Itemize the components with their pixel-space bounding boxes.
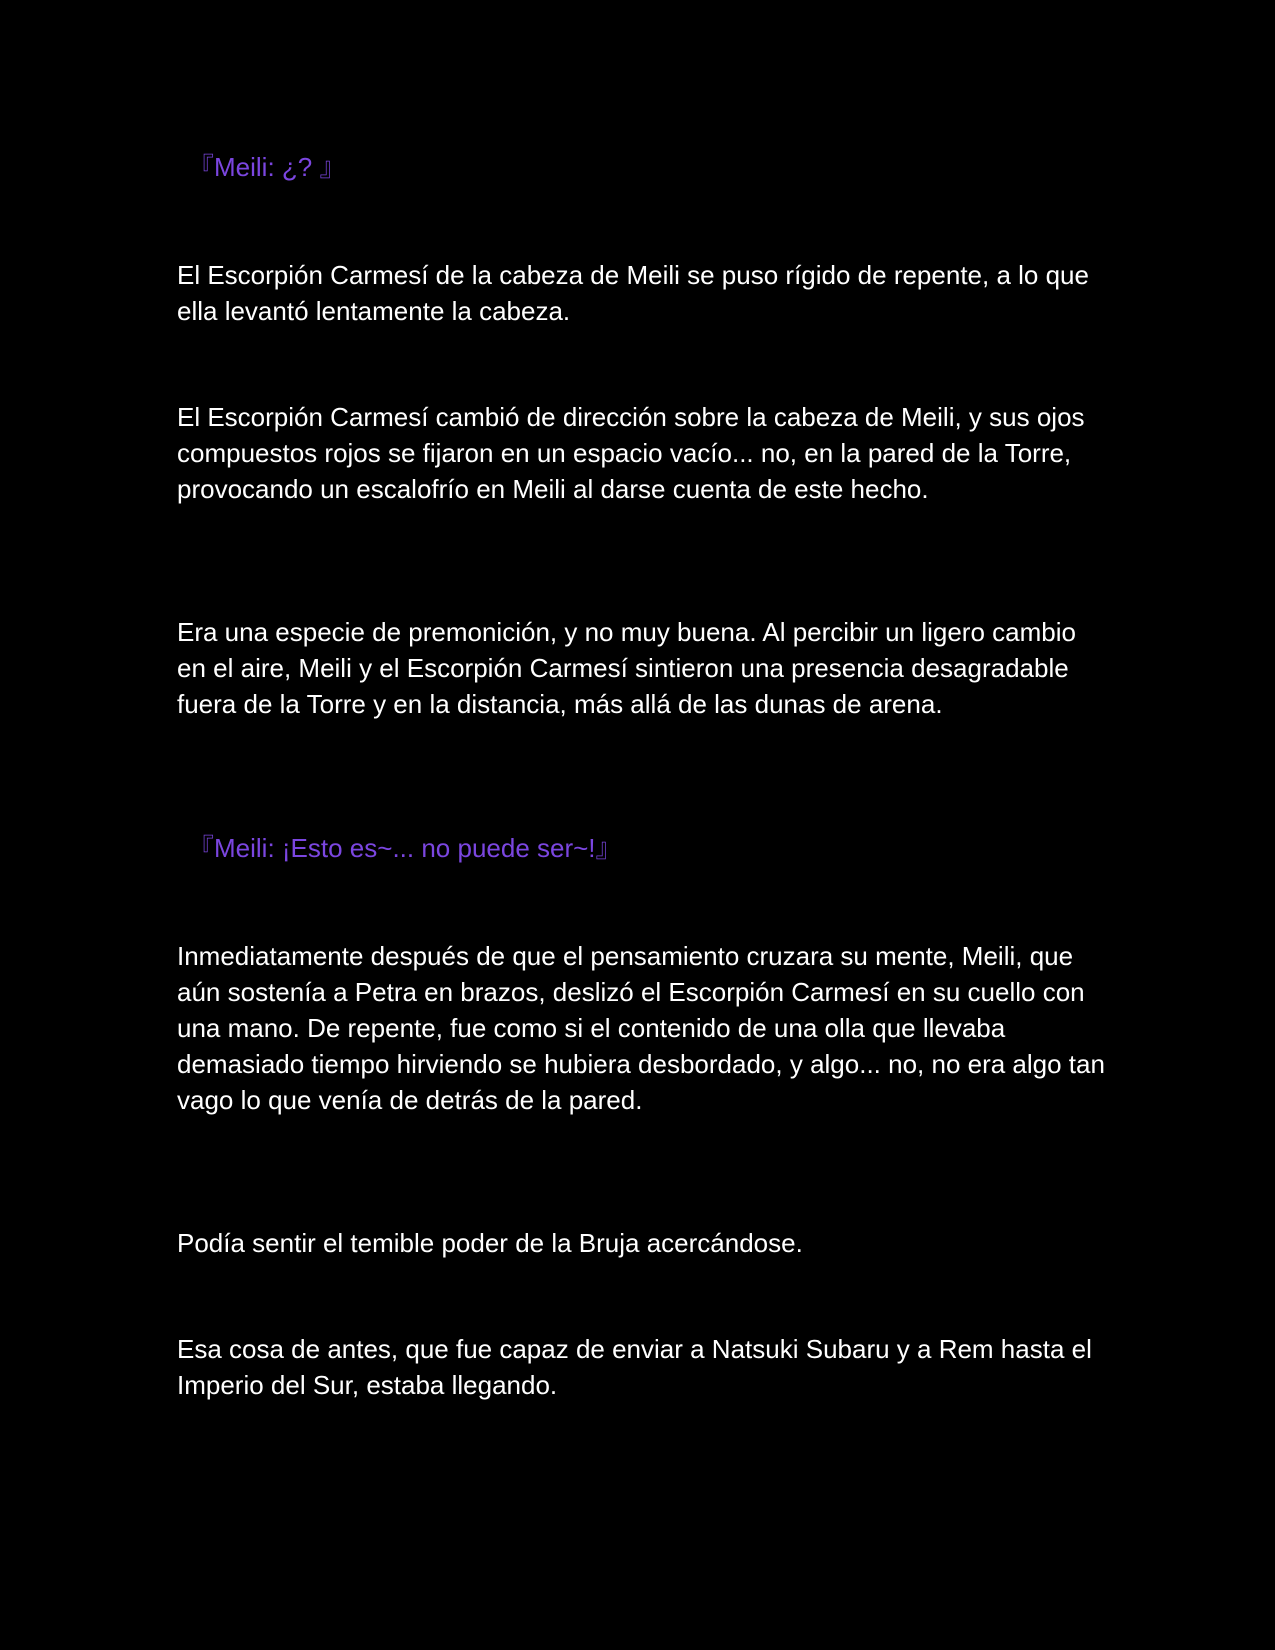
- dialogue-line-meili-1: 『Meili: ¿? 』: [188, 152, 346, 182]
- narration-paragraph-5: Podía sentir el temible poder de la Bruja acercándose.: [177, 1228, 803, 1258]
- dialogue-line-meili-2: 『Meili: ¡Esto es~... no puede ser~!』: [188, 833, 622, 863]
- narration-paragraph-6: Esa cosa de antes, que fue capaz de enviar a Natsuki Subaru y a Rem hasta el Imperio del Sur, estaba llegando.: [177, 1334, 1092, 1400]
- narration-paragraph-1: El Escorpión Carmesí de la cabeza de Meili se puso rígido de repente, a lo que ella levantó lentamente la cabeza.: [177, 260, 1089, 326]
- narration-paragraph-3: Era una especie de premonición, y no muy buena. Al percibir un ligero cambio en el aire, Meili y el Escorpión Carmesí sintieron una presencia desagradable fuera de la Torre y en la distancia, más allá de las dunas de arena.: [177, 617, 1076, 719]
- narration-paragraph-4: Inmediatamente después de que el pensamiento cruzara su mente, Meili, que aún sostenía a Petra en brazos, deslizó el Escorpión Carmesí en su cuello con una mano. De repente, fue como si el contenido de una olla que llevaba demasiado tiempo hirviendo se hubiera desbordado, y algo... no, no era algo tan vago lo que venía de detrás de la pared.: [177, 941, 1105, 1115]
- narration-paragraph-2: El Escorpión Carmesí cambió de dirección sobre la cabeza de Meili, y sus ojos compuestos rojos se fijaron en un espacio vacío... no, en la pared de la Torre, provocando un escalofrío en Meili al darse cuenta de este hecho.: [177, 402, 1085, 504]
